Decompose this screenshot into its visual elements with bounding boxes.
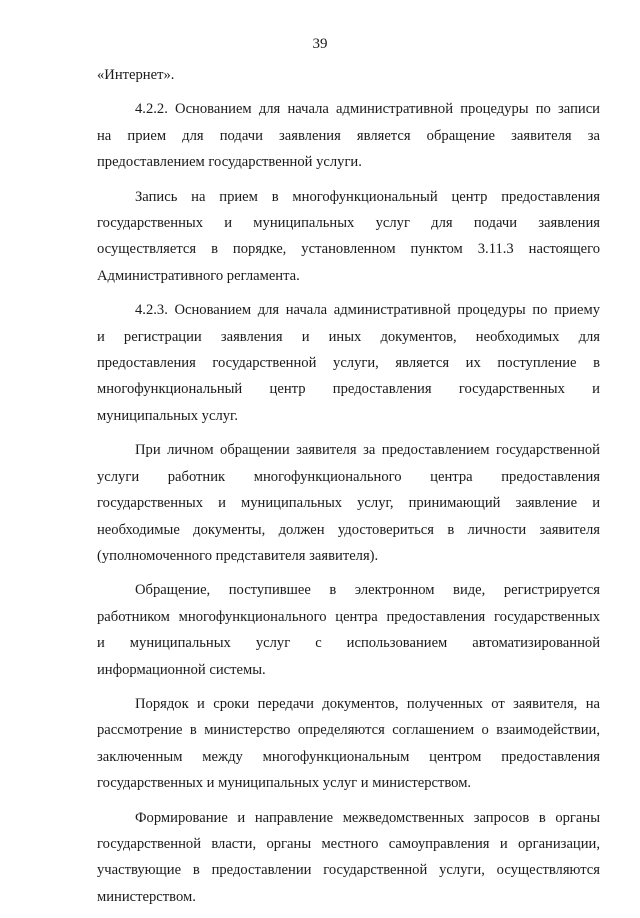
paragraph	[97, 577, 600, 683]
text-line: и муниципальных услуг с использованием автоматизированной	[97, 635, 600, 652]
text-line: Формирование и направление межведомственных запросов в органы	[135, 809, 600, 826]
text-line: на прием для подачи заявления является обращение заявителя за	[97, 127, 600, 144]
text-line: (уполномоченного представителя заявителя).	[97, 547, 379, 564]
text-line: государственной власти, органы местного самоуправления и организации,	[97, 835, 600, 852]
text-line: «Интернет».	[97, 67, 175, 83]
text-line: Порядок и сроки передачи документов, полученных от заявителя, на	[135, 695, 600, 712]
text-line: Обращение, поступившее в электронном виде, регистрируется	[135, 582, 600, 599]
text-line: При личном обращении заявителя за предоставлением государственной	[135, 442, 600, 459]
paragraph	[97, 184, 600, 290]
text-line: министерством.	[97, 888, 196, 905]
text-line: 4.2.3. Основанием для начала административной процедуры по приему	[135, 302, 600, 319]
paragraph	[97, 691, 600, 797]
text-line: государственных и муниципальных услуг и министерством.	[97, 775, 472, 792]
text-line: государственных и муниципальных услуг для подачи заявления	[97, 215, 600, 232]
text-line: Запись на прием в многофункциональный центр предоставления	[135, 188, 600, 205]
text-line: муниципальных услуг.	[97, 407, 239, 424]
text-line: предоставлением государственной услуги.	[97, 154, 362, 171]
text-line: осуществляется в порядке, установленном пунктом 3.11.3 настоящего	[97, 241, 600, 258]
text-line: многофункциональный центр предоставления государственных и	[97, 381, 600, 398]
text-line: работником многофункционального центра предоставления государственных	[97, 608, 600, 625]
text-line: необходимые документы, должен удостовериться в личности заявителя	[97, 521, 600, 538]
paragraph	[97, 805, 600, 911]
text-line: заключенным между многофункциональным центром предоставления	[97, 748, 600, 765]
text-line: предоставления государственной услуги, является их поступление в	[97, 355, 600, 372]
page-number: 39	[312, 36, 328, 52]
paragraph	[97, 297, 600, 429]
text-line: информационной системы.	[97, 661, 266, 678]
document-body	[97, 62, 600, 918]
text-line: 4.2.2. Основанием для начала административной процедуры по записи	[135, 101, 600, 118]
paragraph	[97, 437, 600, 569]
text-line: рассмотрение в министерство определяются соглашением о взаимодействии,	[97, 722, 600, 739]
paragraph	[97, 96, 600, 175]
text-line: и регистрации заявления и иных документов, необходимых для	[97, 328, 600, 345]
paragraph	[97, 62, 600, 88]
text-line: Административного регламента.	[97, 267, 300, 284]
text-line: государственных и муниципальных услуг, принимающий заявление и	[97, 495, 600, 512]
text-line: участвующие в предоставлении государственной услуги, осуществляются	[97, 862, 600, 879]
text-line: услуги работник многофункционального центра предоставления	[97, 468, 600, 485]
